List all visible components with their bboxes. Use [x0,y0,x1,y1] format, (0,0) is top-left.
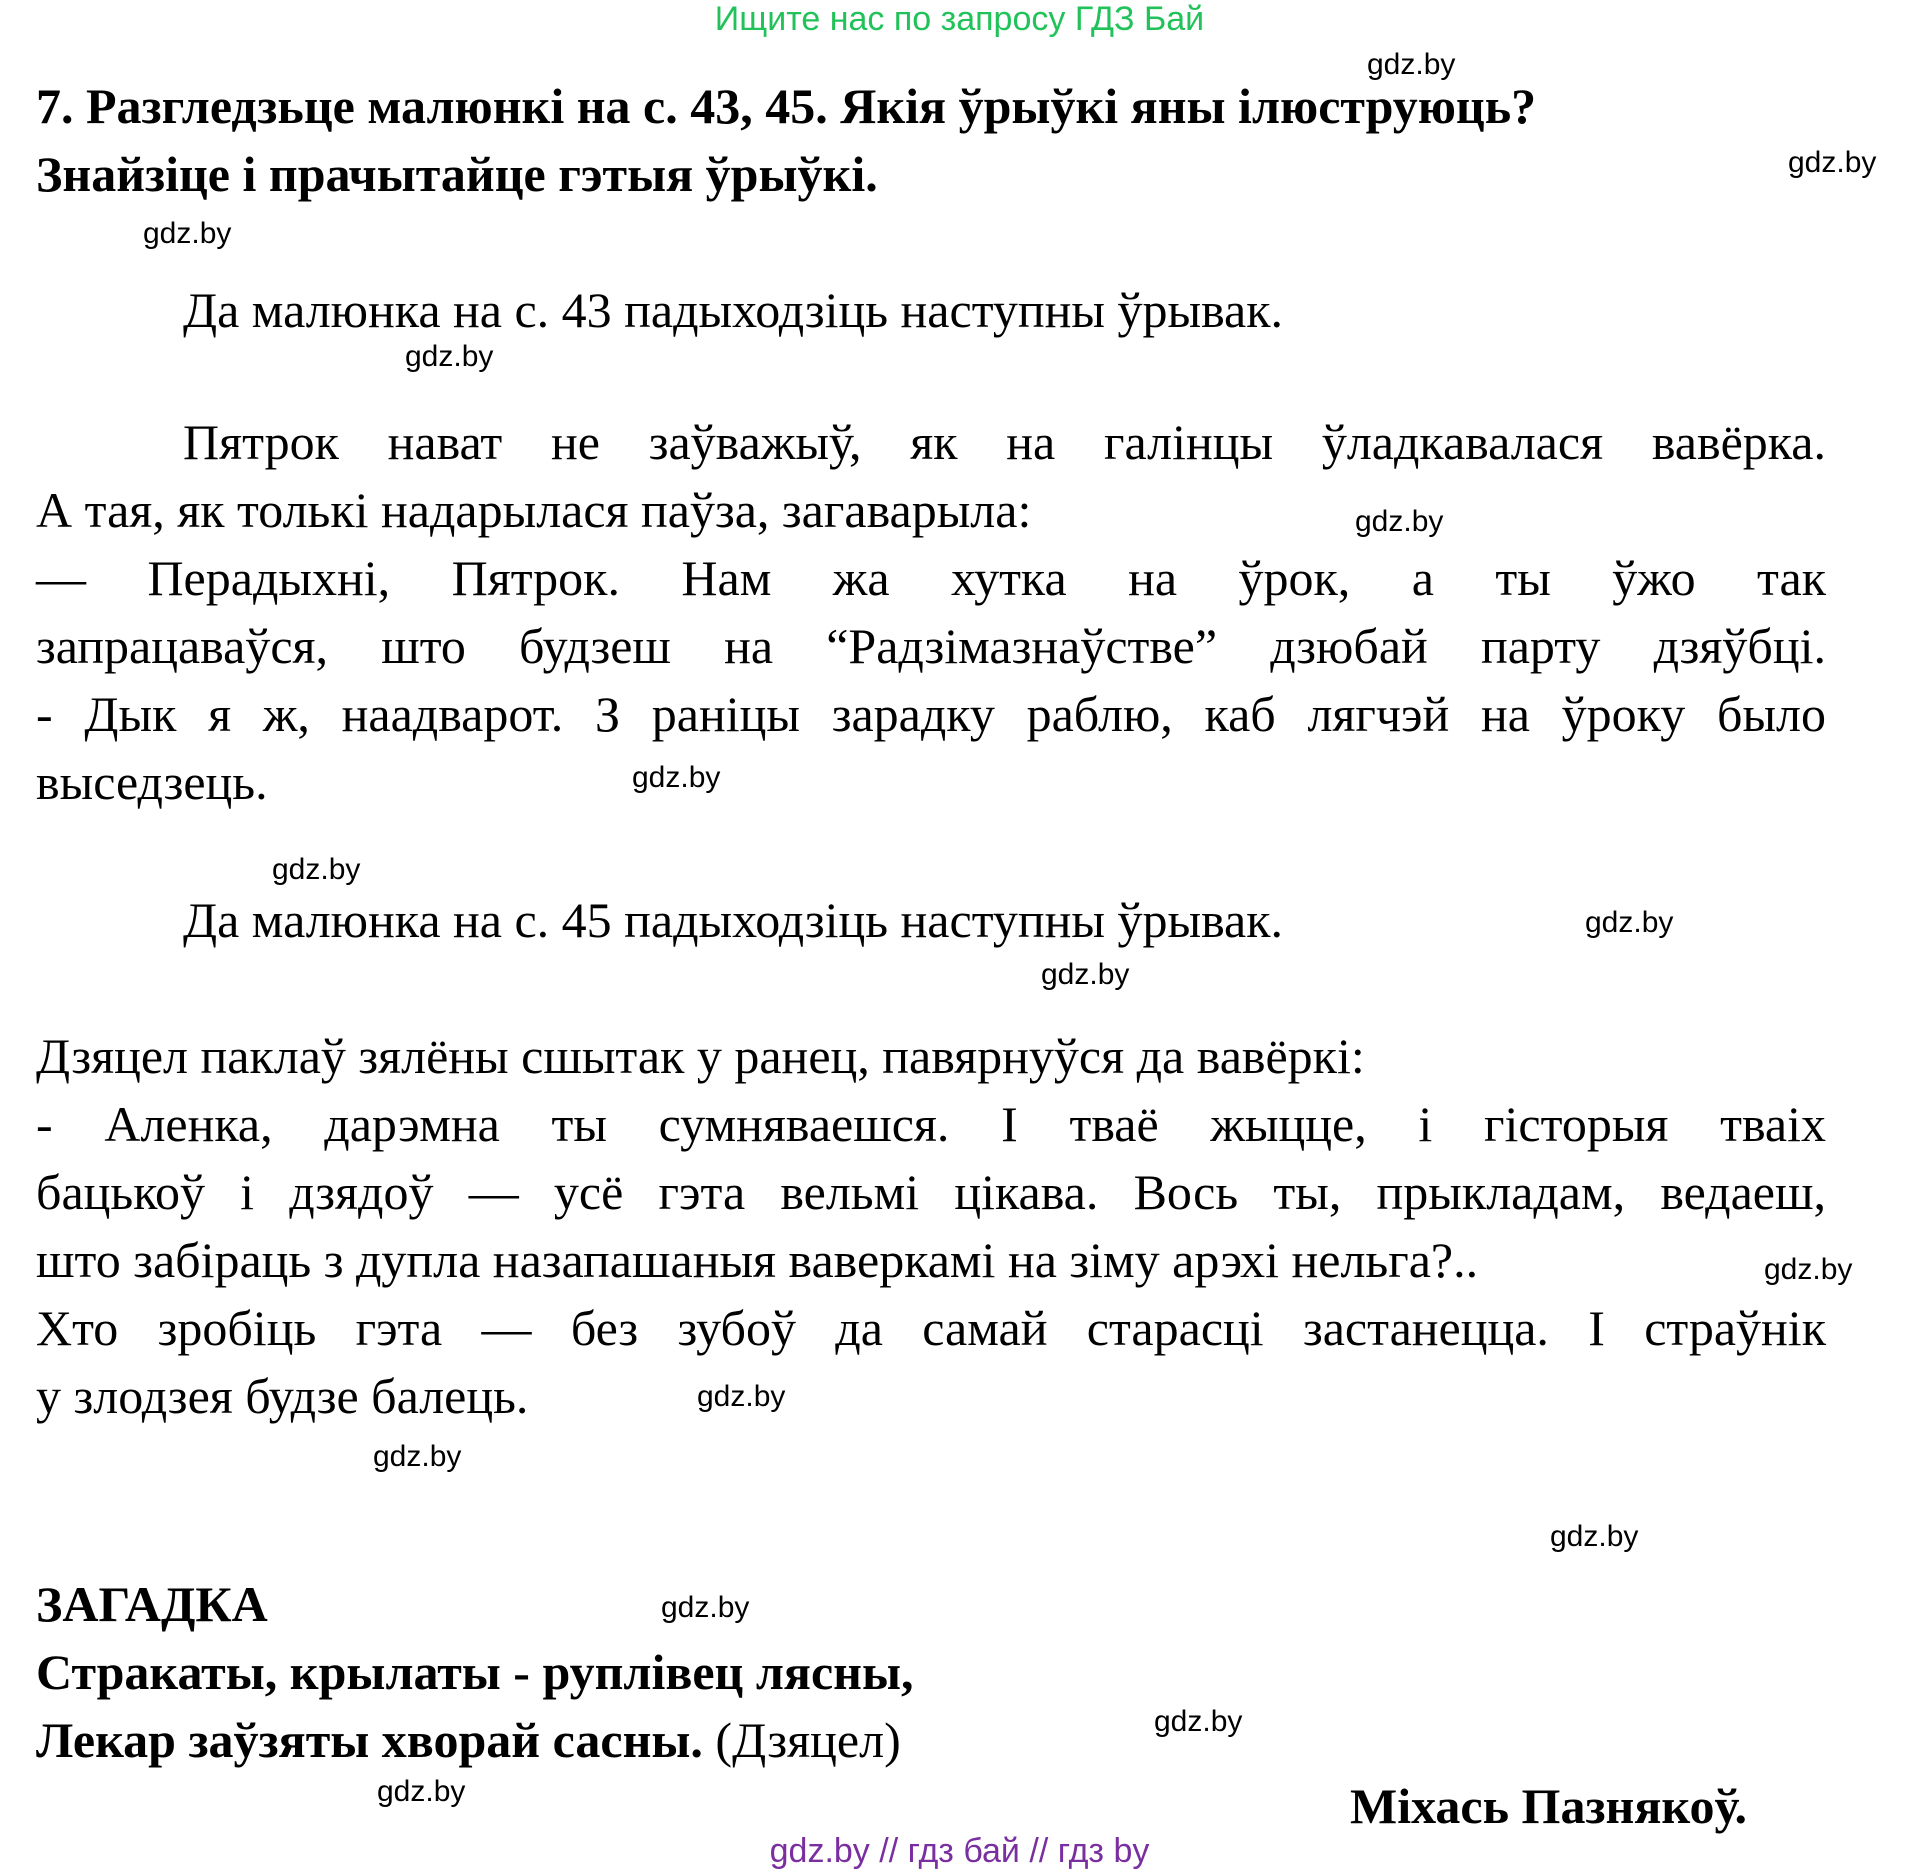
passage-1-intro: Да малюнка на с. 43 падыходзіць наступны ўрывак. [183,282,1284,338]
task-heading-line-2: Знайзіце і прачытайце гэтыя ўрыўкі. [36,146,878,202]
passage-2-line: што забіраць з дупла назапашаныя ваверкамі на зіму арэхі нельга?.. [36,1232,1479,1288]
riddle-answer: (Дзяцел) [715,1712,901,1768]
task-heading-line-1: 7. Разгледзьце малюнкі на с. 43, 45. Якія ўрыўкі яны ілюструюць? [36,78,1537,134]
watermark: gdz.by [697,1380,786,1413]
watermark: gdz.by [1367,48,1456,81]
watermark: gdz.by [405,340,494,373]
passage-2-line: у злодзея будзе балець. [36,1368,529,1424]
passage-2-line: Дзяцел паклаў зялёны сшытак у ранец, павярнуўся да вавёркі: [36,1028,1365,1084]
passage-2-line: - Аленка, дарэмна ты сумняваешся. І тваё жыцце, і гісторыя тваіх [36,1096,1826,1152]
watermark: gdz.by [1585,906,1674,939]
top-banner: Ищите нас по запросу ГДЗ Бай [714,0,1205,38]
riddle-line-2-row [36,1706,901,1774]
passage-1-line: - Дык я ж, наадварот. З раніцы зарадку раблю, каб лягчэй на ўроку было [36,686,1826,742]
watermark: gdz.by [1154,1705,1243,1738]
watermark: gdz.by [377,1775,466,1808]
watermark: gdz.by [272,853,361,886]
riddle-line-2: Лекар заўзяты хворай сасны. [36,1712,703,1768]
passage-2-line: Хто зробіць гэта — без зубоў да самай старасці застанецца. І страўнік [36,1300,1826,1356]
riddle-line-1: Стракаты, крылаты - руплівец лясны, [36,1644,914,1700]
watermark: gdz.by [143,217,232,250]
footer-watermark: gdz.by // гдз бай // гдз by [769,1832,1150,1870]
watermark: gdz.by [661,1591,750,1624]
watermark: gdz.by [632,761,721,794]
passage-2-intro: Да малюнка на с. 45 падыходзіць наступны ўрывак. [183,892,1284,948]
riddle-author: Міхась Пазнякоў. [1350,1778,1748,1834]
watermark: gdz.by [1355,505,1444,538]
passage-2-line: бацькоў і дзядоў — усё гэта вельмі цікава. Вось ты, прыкладам, ведаеш, [36,1164,1826,1220]
watermark: gdz.by [1764,1253,1853,1286]
passage-1-line: А тая, як толькі надарылася паўза, загаварыла: [36,482,1032,538]
passage-1-line: запрацаваўся, што будзеш на “Радзімазнаўстве” дзюбай парту дзяўбці. [36,618,1826,674]
watermark: gdz.by [1550,1520,1639,1553]
watermark: gdz.by [373,1440,462,1473]
passage-1-line: Пятрок нават не заўважыў, як на галінцы ўладкавалася вавёрка. [183,414,1826,470]
passage-1-line: — Перадыхні, Пятрок. Нам жа хутка на ўрок, а ты ўжо так [36,550,1826,606]
riddle-title: ЗАГАДКА [36,1576,268,1632]
passage-1-line: выседзець. [36,754,268,810]
watermark: gdz.by [1788,146,1877,179]
watermark: gdz.by [1041,958,1130,991]
